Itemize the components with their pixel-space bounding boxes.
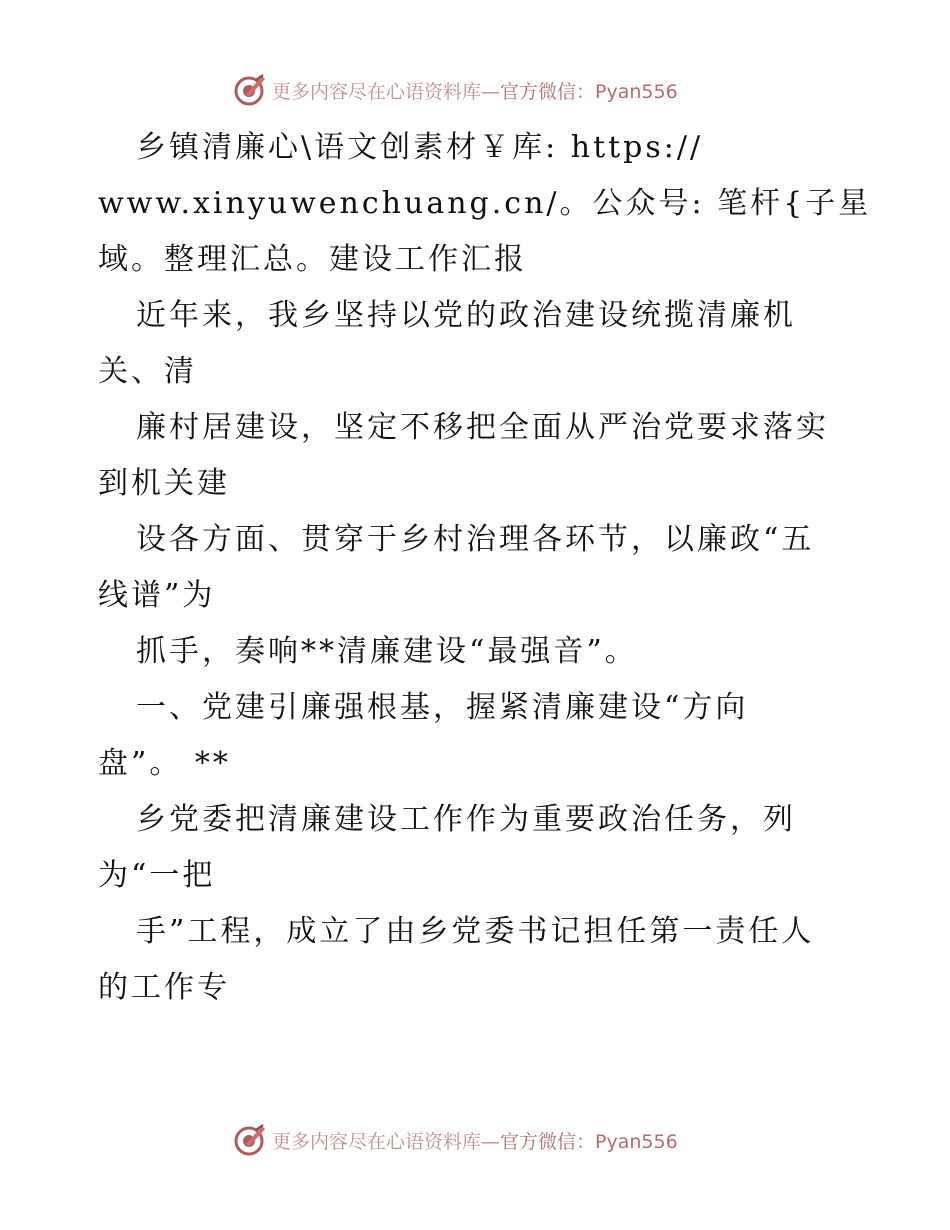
text-line: 抓手，奏响**清廉建设“最强音”。 xyxy=(136,634,638,669)
footer-banner-main: 更多内容尽在心语资料库 xyxy=(272,1130,482,1153)
quill-logo-icon xyxy=(232,72,268,108)
footer-banner xyxy=(232,1120,732,1160)
text-line: 廉村居建设，坚定不移把全面从严治党要求落实 xyxy=(136,410,829,445)
header-banner-dash: — xyxy=(481,80,501,103)
footer-banner-wechat: 官方微信：Pyan556 xyxy=(500,1130,678,1153)
footer-banner-dash: — xyxy=(481,1130,501,1153)
text-line: 为“一把 xyxy=(98,858,216,893)
text-line: 线谱”为 xyxy=(98,578,216,613)
text-line: 到机关建 xyxy=(98,466,230,501)
text-line: 域。整理汇总。建设工作汇报 xyxy=(98,242,527,277)
text-line: 一、党建引廉强根基，握紧清廉建设“方向 xyxy=(136,690,749,725)
header-banner-main: 更多内容尽在心语资料库 xyxy=(272,80,482,103)
quill-logo-icon xyxy=(232,1122,268,1158)
text-line: 手”工程，成立了由乡党委书记担任第一责任人 xyxy=(136,914,815,949)
text-line: 近年来，我乡坚持以党的政治建设统揽清廉机 xyxy=(136,298,796,333)
header-banner xyxy=(232,70,732,110)
header-banner-text xyxy=(272,77,678,104)
text-line: 盘”。 ** xyxy=(98,746,231,781)
text-line: 设各方面、贯穿于乡村治理各环节，以廉政“五 xyxy=(136,522,815,557)
text-line: 乡镇清廉心\语文创素材￥库: https:// xyxy=(136,130,704,165)
header-banner-wechat: 官方微信：Pyan556 xyxy=(500,80,678,103)
text-line: 乡党委把清廉建设工作作为重要政治任务，列 xyxy=(136,802,796,837)
footer-banner-text xyxy=(272,1127,678,1154)
text-line: 关、清 xyxy=(98,354,197,389)
text-line: 的工作专 xyxy=(98,970,230,1005)
document-body xyxy=(98,120,872,1016)
text-line: www.xinyuwenchuang.cn/。公众号: 笔杆{子星 xyxy=(98,186,872,221)
